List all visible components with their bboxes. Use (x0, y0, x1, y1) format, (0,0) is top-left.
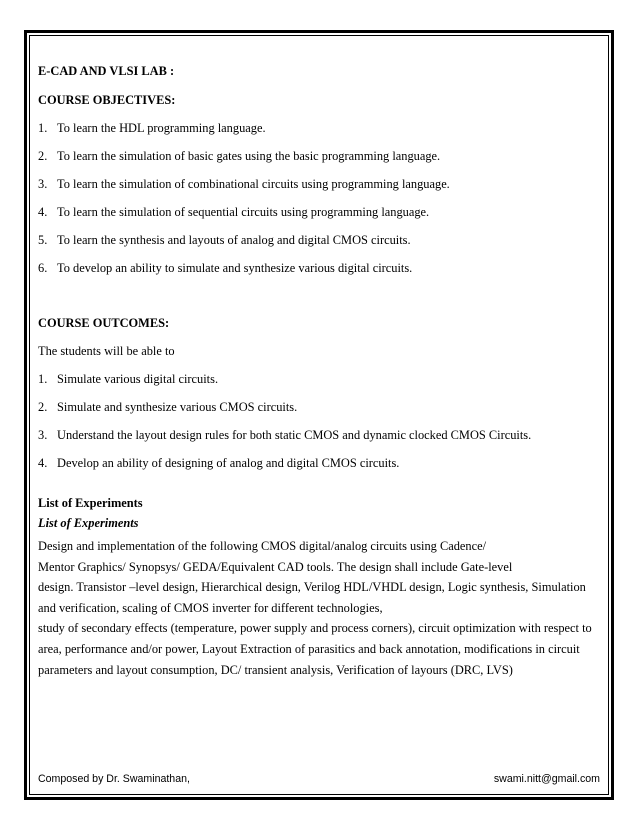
paragraph-line: and verification, scaling of CMOS inverter for different technologies, (38, 600, 383, 615)
list-text: To learn the synthesis and layouts of analog and digital CMOS circuits. (57, 233, 411, 247)
list-text: To learn the simulation of basic gates using the basic programming language. (57, 149, 441, 163)
list-item (38, 233, 602, 248)
list-text: Understand the layout design rules for both static CMOS and dynamic clocked CMOS Circuits. (57, 428, 532, 442)
paragraph-line: area, performance and/or power, Layout Extraction of parasitics and back annotation, modifications in circuit (38, 641, 580, 656)
lab-title: E-CAD AND VLSI LAB : (38, 64, 175, 78)
list-text: To learn the simulation of sequential circuits using programming language. (57, 205, 430, 219)
list-text: Simulate various digital circuits. (57, 372, 219, 386)
paragraph-line: design. Transistor –level design, Hierarchical design, Verilog HDL/VHDL design, Logic synthesis, Simulation (38, 580, 586, 595)
list-number: 3. (38, 428, 48, 442)
list-number: 2. (38, 400, 48, 414)
list-text: To develop an ability to simulate and synthesize various digital circuits. (57, 261, 413, 275)
list-item (38, 149, 602, 164)
footer-author: Composed by Dr. Swaminathan, (38, 773, 190, 785)
paragraph-line: parameters and layout consumption, DC/ transient analysis, Verification of layours (DRC, LVS) (38, 662, 513, 677)
outcomes-list (38, 372, 602, 471)
list-item (38, 177, 602, 192)
page-footer (38, 773, 600, 785)
objectives-list (38, 121, 602, 276)
experiments-subheading: List of Experiments (38, 516, 139, 530)
list-text: Develop an ability of designing of analog and digital CMOS circuits. (57, 456, 400, 470)
list-item (38, 261, 602, 276)
paragraph-line: Mentor Graphics/ Synopsys/ GEDA/Equivalent CAD tools. The design shall include Gate-level (38, 559, 513, 574)
list-text: Simulate and synthesize various CMOS circuits. (57, 400, 298, 414)
list-item (38, 205, 602, 220)
list-number: 4. (38, 205, 48, 219)
paragraph-line: study of secondary effects (temperature, power supply and process corners), circuit optimization with respect to (38, 621, 592, 636)
list-item (38, 121, 602, 136)
experiments-heading: List of Experiments (38, 496, 143, 510)
list-item (38, 456, 602, 471)
list-text: To learn the HDL programming language. (57, 121, 266, 135)
list-item (38, 400, 602, 415)
list-number: 6. (38, 261, 48, 275)
outcomes-intro: The students will be able to (38, 344, 175, 358)
list-number: 5. (38, 233, 48, 247)
list-number: 2. (38, 149, 48, 163)
paragraph-line: Design and implementation of the following CMOS digital/analog circuits using Cadence/ (38, 539, 487, 553)
list-text: To learn the simulation of combinational circuits using programming language. (57, 177, 450, 191)
outcomes-heading: COURSE OUTCOMES: (38, 316, 170, 330)
list-item (38, 428, 602, 443)
footer-email: swami.nitt@gmail.com (493, 773, 600, 785)
list-item (38, 372, 602, 387)
list-number: 1. (38, 121, 48, 135)
objectives-heading: COURSE OBJECTIVES: (38, 93, 176, 107)
list-number: 1. (38, 372, 48, 386)
list-number: 4. (38, 456, 48, 470)
document-body (38, 64, 602, 680)
list-number: 3. (38, 177, 48, 191)
